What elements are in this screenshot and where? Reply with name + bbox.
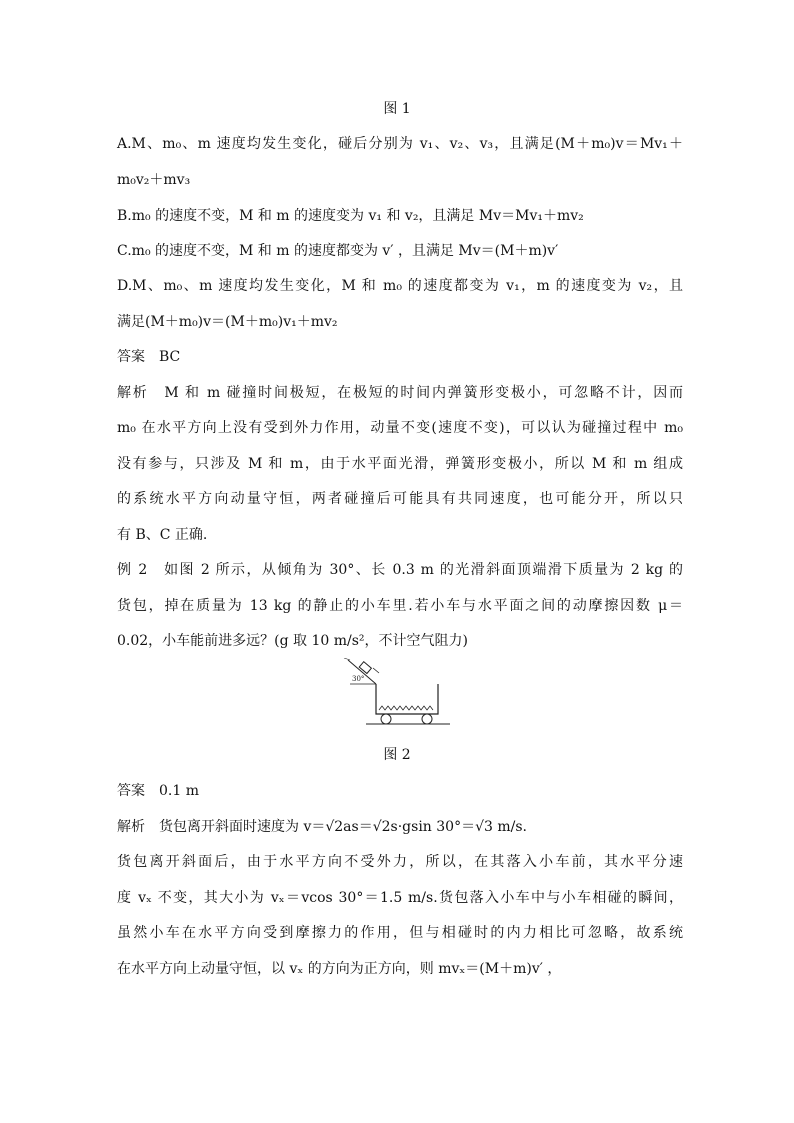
analysis-1-line-4: 的系统水平方向动量守恒，两者碰撞后可能具有共同速度，也可能分开，所以只 bbox=[117, 491, 683, 507]
example-2-line-1: 例 2 如图 2 所示，从倾角为 30°、长 0.3 m 的光滑斜面顶端滑下质量为 2 kg 的 bbox=[117, 562, 683, 578]
analysis-2-line-4: 虽然小车在水平方向受到摩擦力的作用，但与相碰时的内力相比可忽略，故系统 bbox=[117, 925, 683, 941]
analysis-2-line-3: 度 vₓ 不变，其大小为 vₓ＝vcos 30°＝1.5 m/s.货包落入小车中与小车相碰的瞬间， bbox=[117, 890, 683, 906]
analysis-1-line-5: 有 B、C 正确. bbox=[117, 527, 208, 543]
option-b: B.m₀ 的速度不变，M 和 m 的速度变为 v₁ 和 v₂，且满足 Mv＝Mv₁＋mv₂ bbox=[117, 208, 584, 224]
slide-arrow bbox=[373, 668, 379, 673]
option-c: C.m₀ 的速度不变，M 和 m 的速度都变为 v′ ，且满足 Mv＝(M＋m)v′ bbox=[117, 243, 559, 259]
cart-spring bbox=[379, 706, 433, 710]
wheel-left bbox=[381, 714, 391, 724]
figure-2-diagram bbox=[340, 658, 454, 730]
option-a-line-1: A.M、m₀、m 速度均发生变化，碰后分别为 v₁、v₂、v₃，且满足(M＋m₀)v＝Mv₁＋ bbox=[117, 136, 683, 152]
analysis-1-line-2: m₀ 在水平方向上没有受到外力作用，动量不变(速度不变)，可以认为碰撞过程中 m₀ bbox=[117, 420, 683, 436]
answer-2: 答案 0.1 m bbox=[117, 783, 199, 799]
figure-2-caption: 图 2 bbox=[383, 747, 411, 763]
analysis-1-line-1: 解析 M 和 m 碰撞时间极短，在极短的时间内弹簧形变极小，可忽略不计，因而 bbox=[117, 385, 683, 401]
figure-1-caption: 图 1 bbox=[383, 101, 411, 117]
example-2-line-3: 0.02，小车能前进多远？(g 取 10 m/s²，不计空气阻力) bbox=[117, 633, 469, 649]
option-a-line-2: m₀v₂＋mv₃ bbox=[117, 172, 191, 188]
answer-1: 答案 BC bbox=[117, 349, 181, 365]
example-2-line-2: 货包，掉在质量为 13 kg 的静止的小车里.若小车与水平面之间的动摩擦因数 μ＝ bbox=[117, 598, 683, 614]
angle-label: 30° bbox=[352, 675, 365, 683]
option-d-line-1: D.M、m₀、m 速度均发生变化，M 和 m₀ 的速度都变为 v₁，m 的速度变为 v₂，且 bbox=[117, 278, 683, 294]
incline-hatch bbox=[344, 658, 350, 660]
analysis-1-line-3: 没有参与，只涉及 M 和 m，由于水平面光滑，弹簧形变极小，所以 M 和 m 组成 bbox=[117, 456, 683, 472]
wheel-right bbox=[422, 714, 432, 724]
option-d-line-2: 满足(M＋m₀)v＝(M＋m₀)v₁＋mv₂ bbox=[117, 314, 338, 330]
analysis-2-line-5: 在水平方向上动量守恒，以 vₓ 的方向为正方向，则 mvₓ＝(M＋m)v′ ， bbox=[117, 961, 562, 977]
analysis-2-line-2: 货包离开斜面后，由于水平方向不受外力，所以，在其落入小车前，其水平分速 bbox=[117, 854, 683, 870]
analysis-2-line-1: 解析 货包离开斜面时速度为 v＝√2as＝√2s·gsin 30°＝√3 m/s. bbox=[117, 819, 527, 835]
